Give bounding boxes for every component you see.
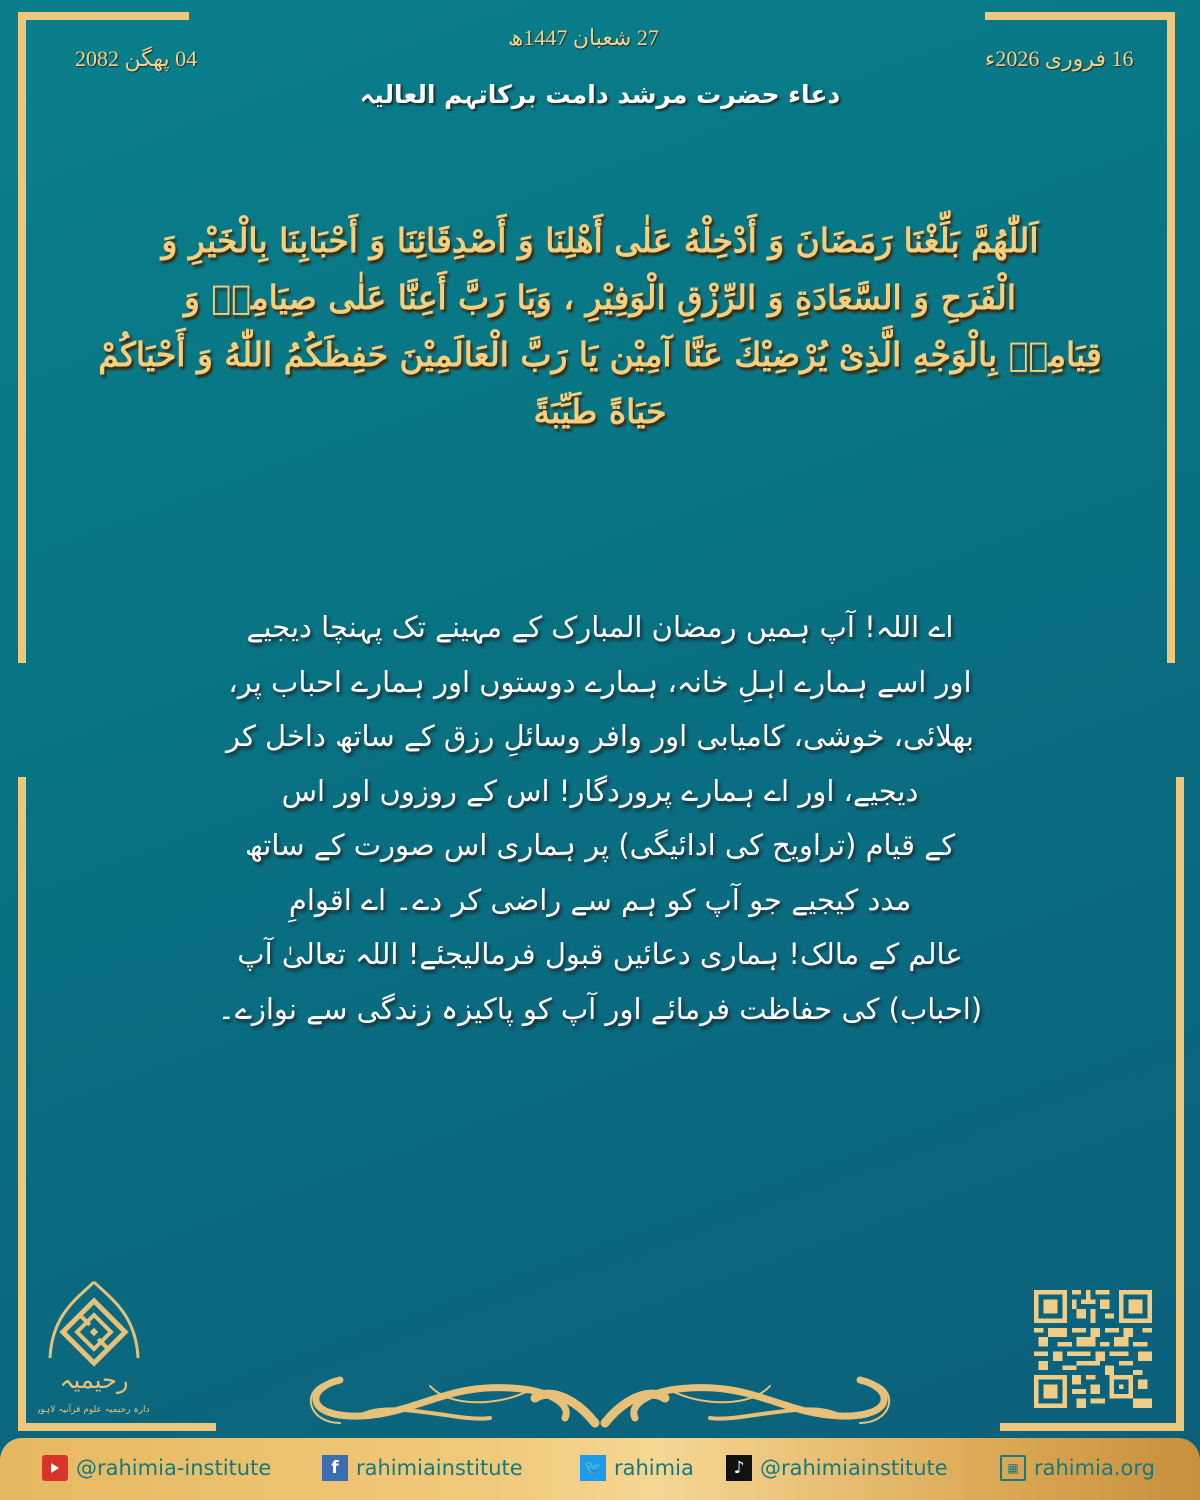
qr-code[interactable] — [1032, 1290, 1154, 1408]
urdu-line: اور اسے ہمارے اہلِ خانہ، ہمارے دوستوں اور ہمارے احباب پر، — [228, 664, 972, 699]
frame-top-right-horizontal — [985, 12, 1175, 20]
website-url: rahimia.org — [1034, 1456, 1155, 1480]
frame-right-lower-vertical — [1176, 777, 1184, 1431]
decorative-flourish — [300, 1368, 900, 1430]
arabic-line: حَيَاةً طَيِّبَةً — [533, 392, 667, 431]
urdu-line: (احباب) کی حفاظت فرمائے اور آپ کو پاکیزہ زندگی سے نوازے۔ — [217, 991, 983, 1026]
facebook-handle: rahimiainstitute — [356, 1456, 523, 1480]
hijri-date: 27 شعبان 1447ھ — [508, 25, 659, 50]
urdu-translation — [120, 600, 1080, 1036]
arabic-line: قِيَامِهٖ بِالْوَجْهِ الَّذِىْ يُرْضِيْكَ عَنَّا آمِيْن يَا رَبَّ الْعَالَمِيْنَ حَفِظَكُمُ اللّٰهُ وَ أَحْيَاكُمْ — [98, 335, 1102, 374]
urdu-line: اے اللہ! آپ ہمیں رمضان المبارک کے مہینے تک پہنچا دیجیے — [246, 610, 954, 644]
flourish-icon — [300, 1368, 900, 1430]
facebook-icon: f — [322, 1455, 348, 1481]
tiktok-icon: ♪ — [726, 1455, 752, 1481]
frame-bottom-right-horizontal — [1000, 1423, 1184, 1431]
twitter-icon: 🐦 — [580, 1455, 606, 1481]
tiktok-link[interactable] — [726, 1454, 948, 1482]
svg-text:ادارہ رحیمیہ علوم قرآنیہ لاہور: ادارہ رحیمیہ علوم قرآنیہ لاہور — [38, 1405, 150, 1415]
frame-right-upper-vertical — [1167, 12, 1175, 663]
website-link[interactable] — [1000, 1454, 1155, 1482]
urdu-line: کے قیام (تراویح کی ادائیگی) پر ہماری اس صورت کے ساتھ — [244, 828, 956, 862]
twitter-handle: rahimia — [614, 1456, 694, 1480]
urdu-line: بھلائی، خوشی، کامیابی اور وافر وسائلِ رزق کے ساتھ داخل کر — [226, 719, 974, 753]
frame-top-left-horizontal — [18, 12, 189, 20]
dome-emblem-icon — [38, 1280, 150, 1430]
gregorian-date: 16 فروری 2026ء — [985, 46, 1134, 71]
social-footer — [0, 1438, 1200, 1500]
youtube-link[interactable] — [42, 1454, 271, 1482]
urdu-line: مدد کیجیے جو آپ کو ہم سے راضی کر دے۔ اے اقوامِ — [288, 882, 912, 917]
page-title: دعاء حضرت مرشد دامت برکاتہم العالیہ — [359, 80, 841, 109]
arabic-line: الْفَرَحِ وَ السَّعَادَةِ وَ الرِّزْقِ الْوَفِيْرِ ، وَيَا رَبَّ أَعِنَّا عَلٰى صِيَامِهٖ وَ — [183, 278, 1017, 317]
tiktok-handle: @rahimiainstitute — [760, 1456, 948, 1480]
frame-left-lower-vertical — [18, 777, 26, 1431]
frame-left-upper-vertical — [18, 12, 26, 663]
qr-code-icon — [1032, 1290, 1154, 1408]
bikrami-date: 04 پھگن 2082 — [75, 46, 198, 71]
svg-text:رحیمیہ: رحیمیہ — [59, 1366, 129, 1394]
youtube-icon — [42, 1455, 68, 1481]
rahimia-logo — [38, 1280, 150, 1430]
arabic-line: اَللّٰهُمَّ بَلِّغْنَا رَمَضَانَ وَ أَدْخِلْهُ عَلٰى أَهْلِنَا وَ أَصْدِقَائِنَا وَ أَحْبَابِنَا بِالْخَيْرِ وَ — [161, 221, 1039, 260]
urdu-line: عالم کے مالک! ہماری دعائیں قبول فرمالیجئے! اللہ تعالیٰ آپ — [237, 937, 963, 971]
youtube-handle: @rahimia-institute — [76, 1456, 272, 1480]
facebook-link[interactable] — [322, 1454, 523, 1482]
website-icon: ▦ — [1000, 1455, 1026, 1481]
twitter-link[interactable] — [580, 1454, 694, 1482]
arabic-dua — [70, 212, 1130, 440]
urdu-line: دیجیے، اور اے ہمارے پروردگار! اس کے روزوں اور اس — [281, 773, 919, 808]
